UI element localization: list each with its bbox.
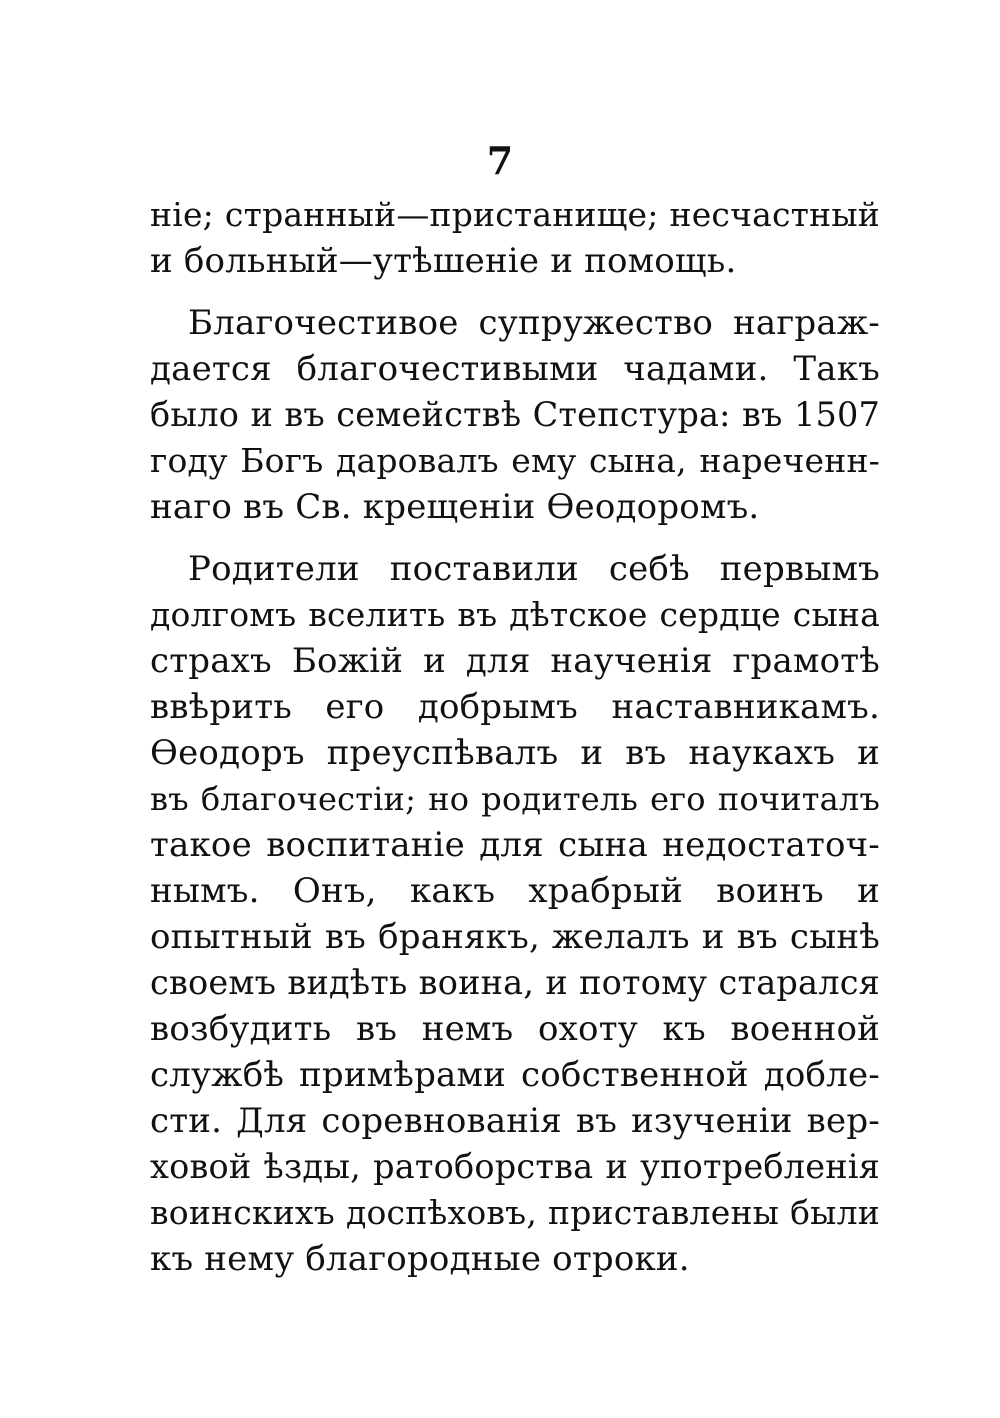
- page-number: 7: [486, 138, 514, 183]
- text-line: своемъ видѣть воина, и потому старался: [150, 963, 880, 1002]
- text-line: къ нему благородные отроки.: [150, 1239, 690, 1279]
- paragraph-gap: [150, 284, 880, 300]
- text-line: такое воспитаніе для сына недостаточ-: [150, 825, 880, 865]
- text-line: ніе; странный—пристанище; несчастный: [150, 195, 880, 234]
- text-line: наго въ Св. крещеніи Ѳеодоромъ.: [150, 487, 760, 527]
- text-line: службѣ примѣрами собственной добле-: [150, 1055, 880, 1095]
- paragraph: [150, 192, 880, 284]
- paragraph: [150, 300, 880, 530]
- text-line: Родители поставили себѣ первымъ: [188, 549, 880, 589]
- text-line: страхъ Божій и для наученія грамотѣ: [150, 641, 880, 681]
- text-line: Ѳеодоръ преуспѣвалъ и въ наукахъ и: [150, 733, 880, 773]
- text-line: и больный—утѣшеніе и помощь.: [150, 241, 737, 281]
- text-line: дается благочестивыми чадами. Такъ: [150, 349, 880, 389]
- text-line: году Богъ даровалъ ему сына, нареченн-: [150, 441, 880, 480]
- body-text: [150, 192, 880, 1282]
- text-line: ввѣрить его добрымъ наставникамъ.: [150, 687, 880, 727]
- paragraph-gap: [150, 530, 880, 546]
- text-line: опытный въ бранякъ, желалъ и въ сынѣ: [150, 917, 880, 957]
- text-line: Благочестивое супружество награж-: [188, 303, 880, 343]
- text-line: ховой ѣзды, ратоборства и употребленія: [150, 1147, 880, 1186]
- text-line: нымъ. Онъ, какъ храбрый воинъ и: [150, 871, 880, 911]
- paragraph: [150, 546, 880, 1282]
- text-line: сти. Для соревнованія въ изученіи вер-: [150, 1101, 880, 1141]
- text-line: воинскихъ доспѣховъ, приставлены были: [150, 1193, 880, 1232]
- text-line: долгомъ вселить въ дѣтское сердце сына: [150, 595, 880, 634]
- text-line: было и въ семействѣ Степстура: въ 1507: [150, 395, 880, 434]
- text-line: въ благочестіи; но родитель его почиталъ: [150, 780, 880, 818]
- text-line: возбудить въ немъ охоту къ военной: [150, 1009, 880, 1049]
